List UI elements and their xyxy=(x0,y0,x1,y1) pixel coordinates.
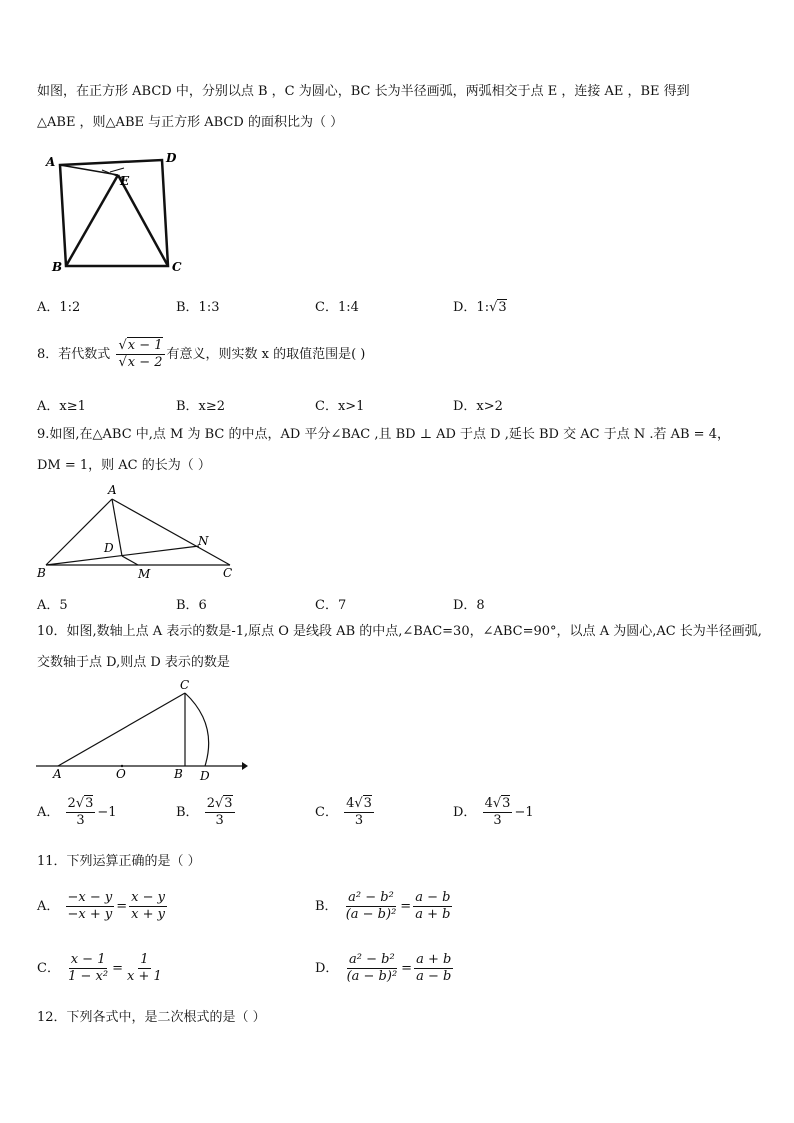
q9-stem-line2: DM = 1，则 AC 的长为（ ） xyxy=(37,458,211,473)
label-d: D xyxy=(200,769,210,783)
q7-option-b[interactable]: B．1:3 xyxy=(176,300,220,315)
segment-be xyxy=(66,175,118,266)
label-b: B xyxy=(174,767,183,781)
q10-option-a[interactable]: A． $\frac{2√3}{3}$ −1 xyxy=(37,796,117,828)
q8-den-radicand: x − 2 xyxy=(127,355,163,370)
segment-dm xyxy=(122,556,138,565)
label-c: C xyxy=(223,566,233,580)
q8-option-b[interactable]: B．x≥2 xyxy=(176,399,226,414)
q11-option-b[interactable]: B． $\frac{\text{a² − b²}}{\text{(a − b)²}}$ = $\frac{a - b}{a + b}$ xyxy=(315,890,451,922)
segment-ae xyxy=(60,165,118,175)
q8-suffix: 有意义，则实数 x 的取值范围是( ) xyxy=(166,347,366,362)
label-d: D xyxy=(166,151,177,165)
q8-stem xyxy=(37,335,764,375)
q10-option-d[interactable]: D． $\frac{4√3}{3}$ −1 xyxy=(453,796,534,828)
q8-fraction: $\frac{√x - 1}{√x - 2}$ xyxy=(118,338,163,370)
q8-option-d[interactable]: D．x>2 xyxy=(453,399,503,414)
q7-option-d-radicand: 3 xyxy=(498,300,507,315)
q7-option-c[interactable]: C．1:4 xyxy=(315,300,359,315)
q11-option-c[interactable]: C． $\frac{x - 1}{\text{1 − x²}}$ = $\frac{1}{x + 1}$ xyxy=(37,952,162,984)
q9-option-c[interactable]: C．7 xyxy=(315,598,347,613)
q10-option-b[interactable]: B． $\frac{2√3}{3}$ xyxy=(176,796,233,828)
q10-figure xyxy=(34,676,254,786)
label-b: B xyxy=(37,566,46,580)
label-d: D xyxy=(104,541,114,555)
q7-option-d-text: D．1: xyxy=(453,300,490,315)
q7-stem-line1: 如图，在正方形 ABCD 中，分别以点 B ，C 为圆心，BC 长为半径画弧，两弧相交于点 E ，连接 AE ，BE 得到 xyxy=(37,84,690,99)
q7-option-a[interactable]: A．1:2 xyxy=(37,300,81,315)
arc-cd xyxy=(185,693,209,766)
label-e: E xyxy=(120,174,130,188)
label-m: M xyxy=(138,567,151,581)
q8-option-c[interactable]: C．x>1 xyxy=(315,399,365,414)
label-a: A xyxy=(108,483,117,497)
q8-prefix: 若代数式 xyxy=(58,347,111,362)
q8-number: 8． xyxy=(37,347,59,362)
q8-option-a[interactable]: A．x≥1 xyxy=(37,399,86,414)
q7-option-d[interactable]: D．1:√3 xyxy=(453,300,507,315)
segment-ce xyxy=(118,175,168,266)
segment-ab xyxy=(46,499,112,565)
q7-figure xyxy=(40,150,200,280)
label-a: A xyxy=(53,767,62,781)
segment-bn xyxy=(46,546,199,565)
label-c: C xyxy=(172,260,182,274)
q11-option-d[interactable]: D． $\frac{\text{a² − b²}}{\text{(a − b)²}}$ = $\frac{a + b}{a - b}$ xyxy=(315,952,452,984)
q11-option-a[interactable]: A． $\frac{-x - y}{-x + y}$ = $\frac{x - y}{x + y}$ xyxy=(37,890,166,922)
segment-ac xyxy=(58,693,185,766)
q10-stem-line1: 10．如图,数轴上点 A 表示的数是-1,原点 O 是线段 AB 的中点,∠BAC=30，∠ABC=90°，以点 A 为圆心,AC 长为半径画弧, xyxy=(37,624,762,639)
q9-option-d[interactable]: D．8 xyxy=(453,598,485,613)
label-b: B xyxy=(52,260,63,274)
q10-stem-line2: 交数轴于点 D,则点 D 表示的数是 xyxy=(37,655,230,670)
q9-option-b[interactable]: B．6 xyxy=(176,598,207,613)
q11-stem: 11．下列运算正确的是（ ） xyxy=(37,854,201,869)
label-a: A xyxy=(46,155,56,169)
q12-stem: 12．下列各式中，是二次根式的是（ ） xyxy=(37,1010,266,1025)
q9-option-a[interactable]: A．5 xyxy=(37,598,68,613)
q8-num-radicand: x − 1 xyxy=(127,338,163,353)
q9-figure xyxy=(34,483,244,583)
label-c: C xyxy=(180,678,190,692)
label-n: N xyxy=(198,534,209,548)
q10-option-c[interactable]: C． $\frac{4√3}{3}$ xyxy=(315,796,372,828)
q7-stem-line2: △ABE ，则△ABE 与正方形 ABCD 的面积比为（ ） xyxy=(37,115,344,130)
q9-stem-line1: 9.如图,在△ABC 中,点 M 为 BC 的中点，AD 平分∠BAC ,且 BD ⊥ AD 于点 D ,延长 BD 交 AC 于点 N .若 AB = 4， xyxy=(37,427,730,442)
label-o: O xyxy=(116,767,126,781)
axis-arrow xyxy=(242,762,248,770)
